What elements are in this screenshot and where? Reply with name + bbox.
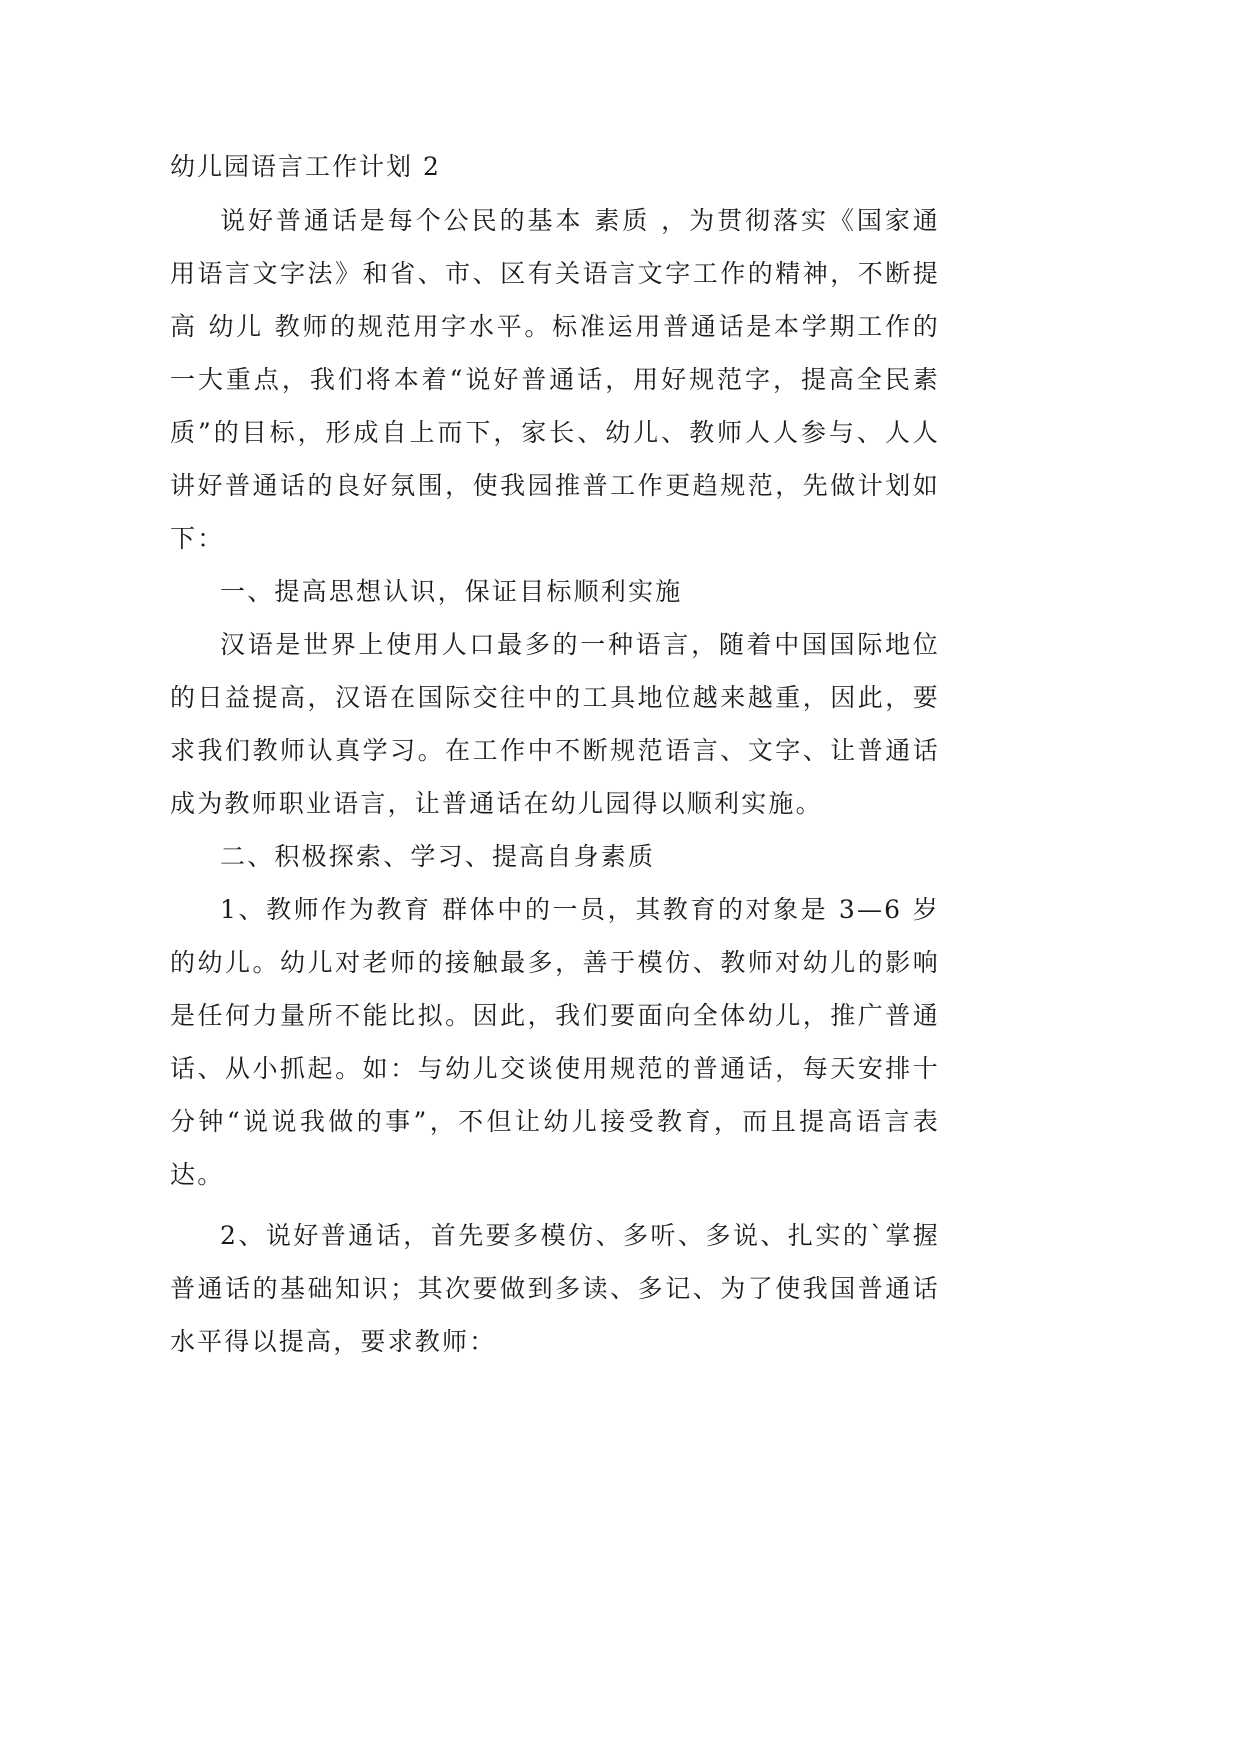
intro-paragraph: 说好普通话是每个公民的基本 素质 ，为贯彻落实《国家通用语言文字法》和省、市、区有关语言文字工作的精神，不断提高 幼儿 教师的规范用字水平。标准运用普通话是本学期工作的一大重点，我们将本着“说好普通话，用好规范字，提高全民素质”的目标，形成自上而下，家长、幼儿、教师人人参与、人人讲好普通话的良好氛围，使我园推普工作更趋规范，先做计划如下： [170,206,940,553]
paragraph-gap [170,1201,940,1209]
section-1-heading: 一、提高思想认识，保证目标顺利实施 [220,577,683,606]
section-2-item-2: 2、说好普通话，首先要多模仿、多听、多说、扎实的`掌握普通话的基础知识；其次要做到多读、多记、为了使我国普通话水平得以提高，要求教师： [170,1221,940,1356]
section-2-item-1: 1、教师作为教育 群体中的一员，其教育的对象是 3—6 岁的幼儿。幼儿对老师的接触最多，善于模仿、教师对幼儿的影响是任何力量所不能比拟。因此，我们要面向全体幼儿，推广普通话、从小抓起。如：与幼儿交谈使用规范的普通话，每天安排十分钟“说说我做的事”，不但让幼儿接受教育，而且提高语言表达。 [170,895,940,1189]
section-1-paragraph: 汉语是世界上使用人口最多的一种语言，随着中国国际地位的日益提高，汉语在国际交往中的工具地位越来越重，因此，要求我们教师认真学习。在工作中不断规范语言、文字、让普通话成为教师职业语言，让普通话在幼儿园得以顺利实施。 [170,630,940,818]
section-2-heading: 二、积极探索、学习、提高自身素质 [220,842,656,871]
document-body [170,140,940,1368]
document-title: 幼儿园语言工作计划 2 [170,152,441,181]
